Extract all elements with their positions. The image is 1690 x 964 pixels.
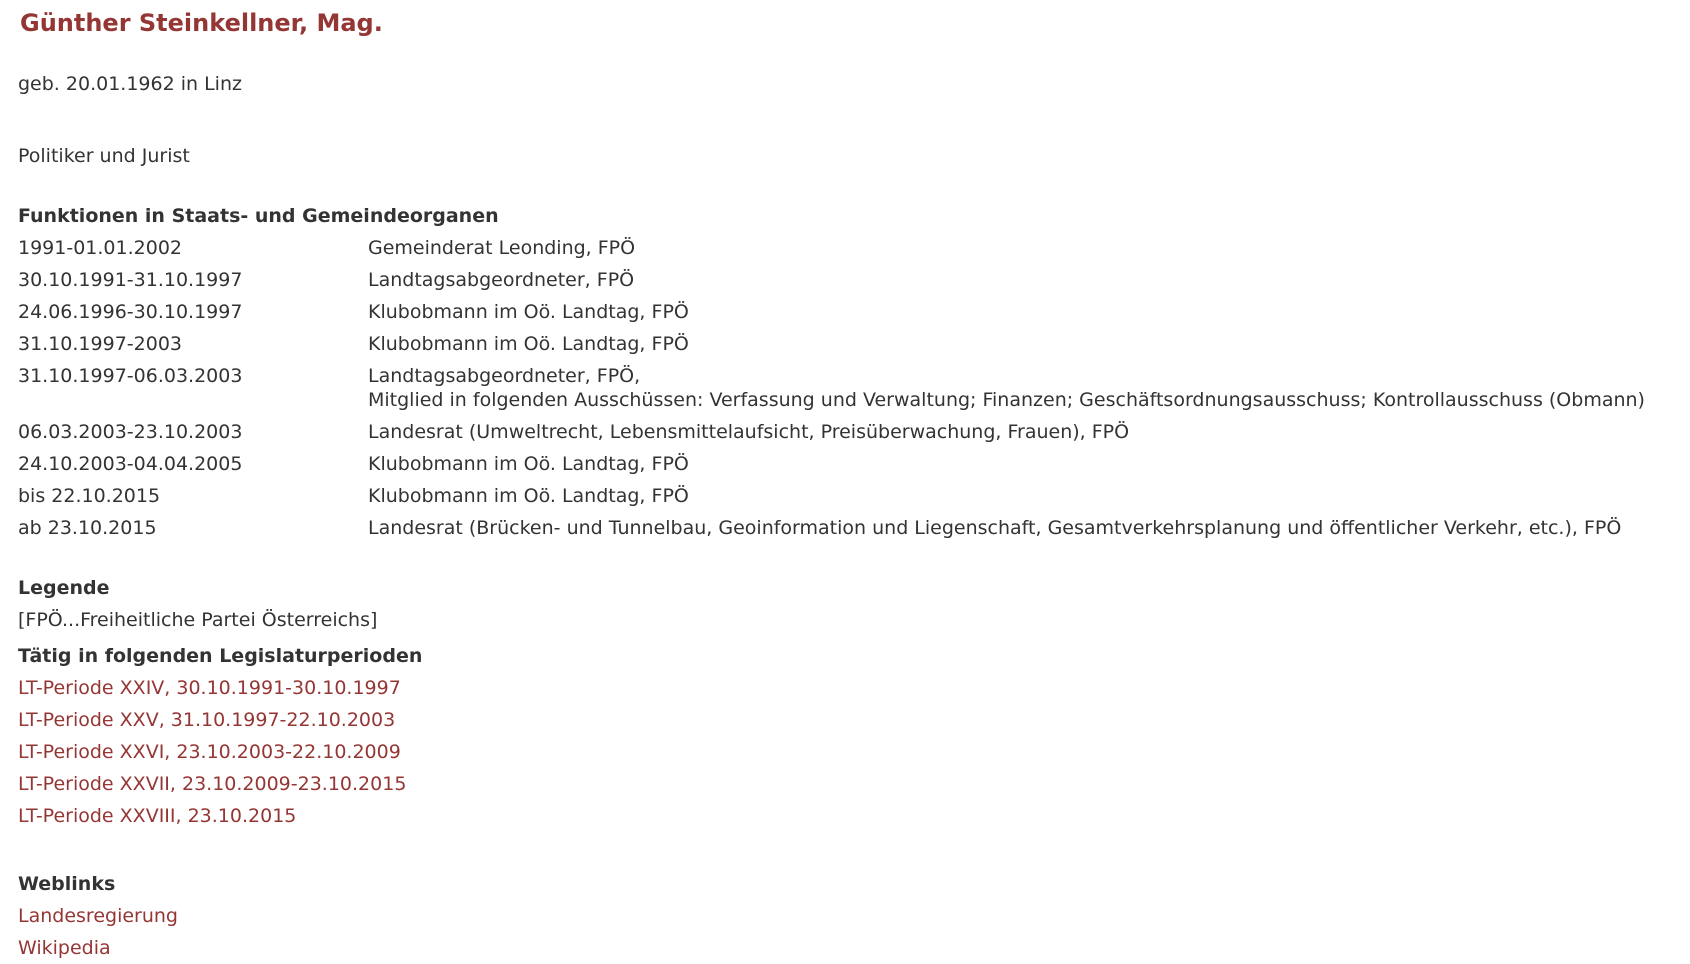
function-period: 1991-01.01.2002 (18, 237, 182, 259)
function-period: bis 22.10.2015 (18, 485, 161, 507)
function-description: Klubobmann im Oö. Landtag, FPÖ (368, 333, 689, 355)
weblinks-heading: Weblinks (18, 873, 116, 895)
functions-heading: Funktionen in Staats- und Gemeindeorganen (18, 205, 499, 227)
legislature-period-link-xxv[interactable]: LT-Periode XXV, 31.10.1997-22.10.2003 (18, 709, 396, 731)
function-description-line: Landtagsabgeordneter, FPÖ, (368, 365, 641, 387)
legend-heading: Legende (18, 577, 110, 599)
legislature-heading: Tätig in folgenden Legislaturperioden (18, 645, 423, 667)
function-period: 30.10.1991-31.10.1997 (18, 269, 243, 291)
function-description-line: Mitglied in folgenden Ausschüssen: Verfassung und Verwaltung; Finanzen; Geschäftsordnungsausschuss; Kontrollausschuss (Obmann) (368, 389, 1645, 411)
function-row (18, 512, 1645, 544)
function-period: 31.10.1997-2003 (18, 333, 182, 355)
person-name: Günther Steinkellner, Mag. (20, 9, 383, 37)
legend-text: [FPÖ...Freiheitliche Partei Österreichs] (18, 609, 378, 631)
function-row (18, 480, 1645, 512)
weblink-landesregierung[interactable]: Landesregierung (18, 905, 178, 927)
legislature-period-link-xxviii[interactable]: LT-Periode XXVIII, 23.10.2015 (18, 805, 297, 827)
functions-table (18, 232, 1645, 544)
function-description: Landtagsabgeordneter, FPÖ (368, 269, 635, 291)
function-row (18, 448, 1645, 480)
function-row (18, 360, 1645, 416)
legislature-period-link-xxiv[interactable]: LT-Periode XXIV, 30.10.1991-30.10.1997 (18, 677, 401, 699)
function-row (18, 296, 1645, 328)
function-row (18, 328, 1645, 360)
function-description (368, 360, 1645, 416)
birth-info: geb. 20.01.1962 in Linz (18, 73, 242, 95)
function-description: Klubobmann im Oö. Landtag, FPÖ (368, 301, 689, 323)
function-period: 06.03.2003-23.10.2003 (18, 421, 243, 443)
function-row (18, 264, 1645, 296)
function-period: 24.06.1996-30.10.1997 (18, 301, 243, 323)
legislature-period-link-xxvi[interactable]: LT-Periode XXVI, 23.10.2003-22.10.2009 (18, 741, 401, 763)
function-row (18, 416, 1645, 448)
function-period: 24.10.2003-04.04.2005 (18, 453, 243, 475)
function-row (18, 232, 1645, 264)
legislature-period-link-xxvii[interactable]: LT-Periode XXVII, 23.10.2009-23.10.2015 (18, 773, 407, 795)
legislature-period-list (18, 672, 406, 832)
function-period: ab 23.10.2015 (18, 517, 157, 539)
function-description: Klubobmann im Oö. Landtag, FPÖ (368, 485, 689, 507)
function-description: Klubobmann im Oö. Landtag, FPÖ (368, 453, 689, 475)
weblinks-list (18, 900, 178, 964)
weblink-wikipedia[interactable]: Wikipedia (18, 937, 111, 959)
function-description: Gemeinderat Leonding, FPÖ (368, 237, 636, 259)
function-period: 31.10.1997-06.03.2003 (18, 365, 243, 387)
profession: Politiker und Jurist (18, 145, 190, 167)
function-description: Landesrat (Brücken- und Tunnelbau, Geoinformation und Liegenschaft, Gesamtverkehrsplanung und öffentlicher Verkehr, etc.), FPÖ (368, 517, 1622, 539)
function-description: Landesrat (Umweltrecht, Lebensmittelaufsicht, Preisüberwachung, Frauen), FPÖ (368, 421, 1130, 443)
